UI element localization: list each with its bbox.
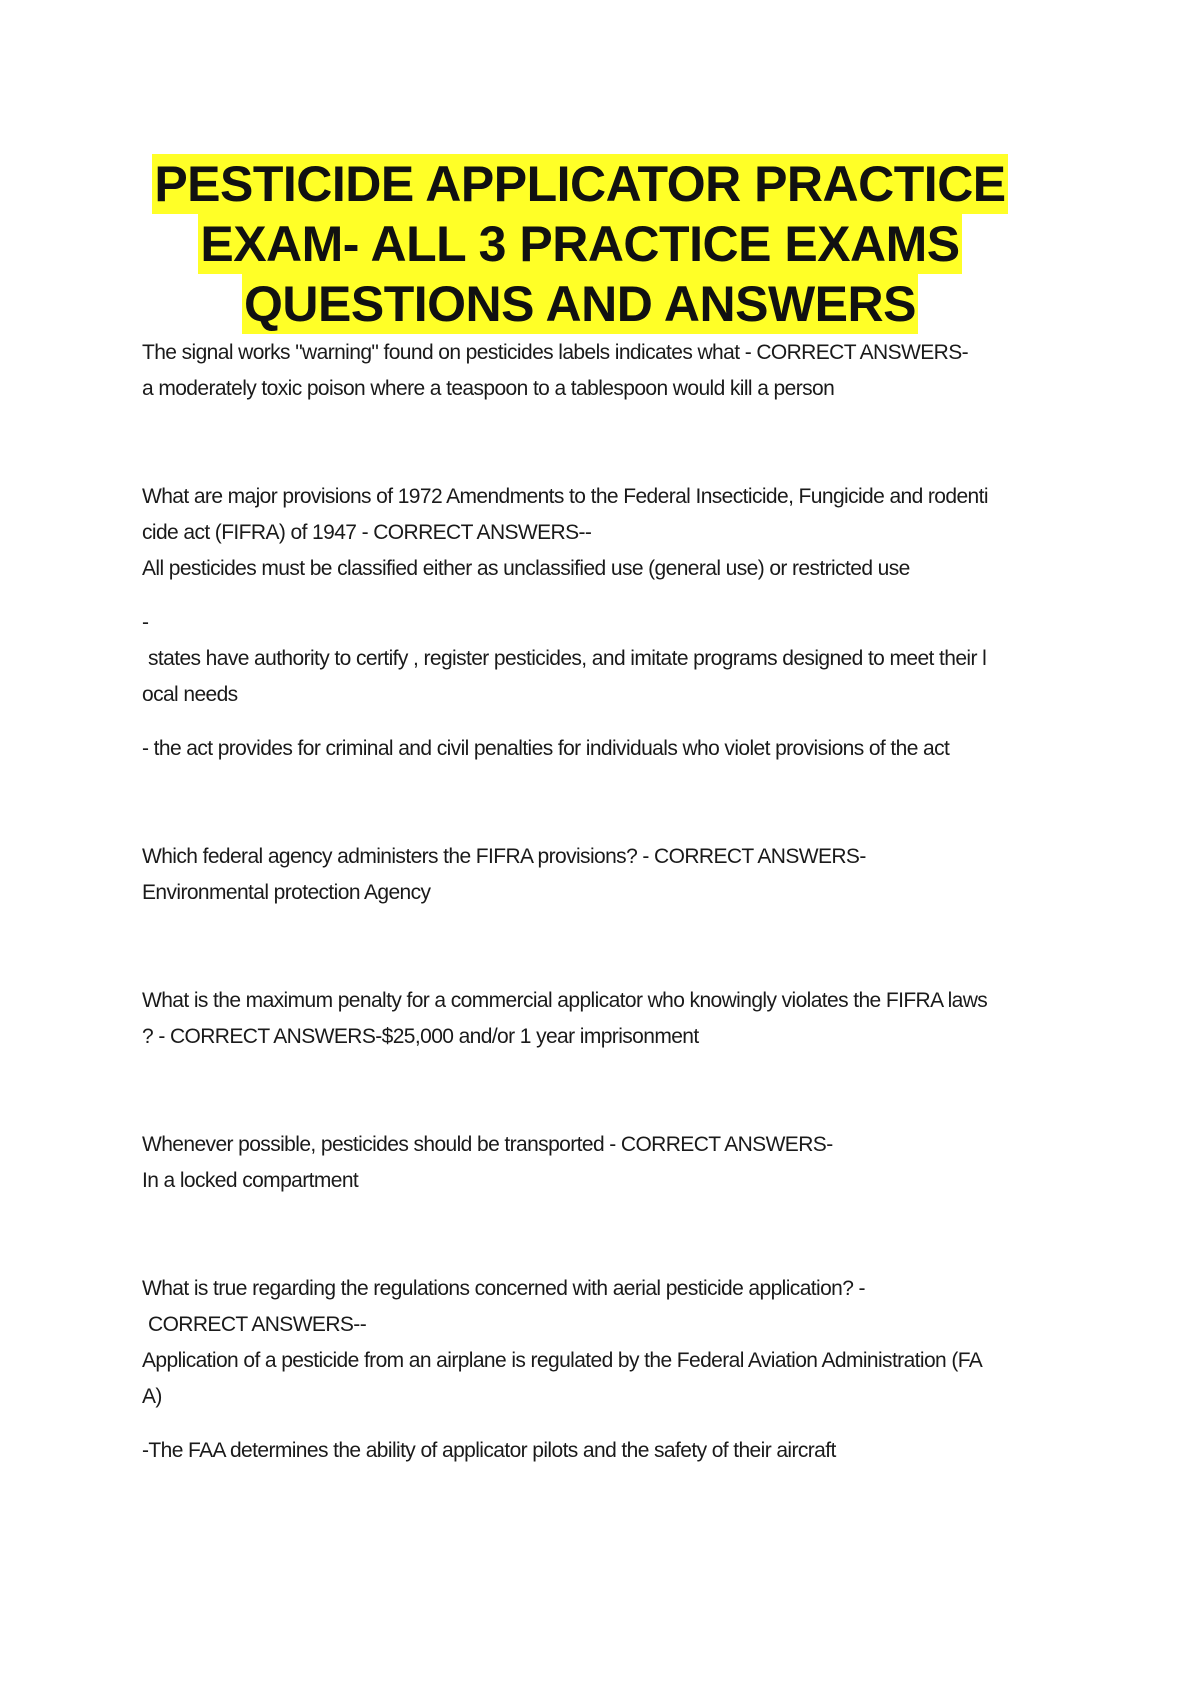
qa-item xyxy=(142,1271,1082,1469)
title-line-1: PESTICIDE APPLICATOR PRACTICE xyxy=(154,156,1006,212)
qa-bullet-line: ocal needs xyxy=(142,683,238,706)
qa-line: The signal works "warning" found on pesticides labels indicates what - CORRECT ANSWERS- xyxy=(142,341,969,364)
qa-dash: - xyxy=(142,611,149,634)
qa-line: Environmental protection Agency xyxy=(142,881,431,904)
qa-line: Application of a pesticide from an airplane is regulated by the Federal Aviation Administration (FA xyxy=(142,1349,983,1372)
qa-line: What is the maximum penalty for a commercial applicator who knowingly violates the FIFRA laws xyxy=(142,989,988,1012)
qa-line: A) xyxy=(142,1385,162,1408)
qa-line: What is true regarding the regulations concerned with aerial pesticide application? - xyxy=(142,1277,865,1300)
qa-line: ? - CORRECT ANSWERS-$25,000 and/or 1 year imprisonment xyxy=(142,1025,699,1048)
qa-line: cide act (FIFRA) of 1947 - CORRECT ANSWERS-- xyxy=(142,521,592,544)
qa-item xyxy=(142,335,1082,407)
title-line-3: QUESTIONS AND ANSWERS xyxy=(244,276,916,332)
qa-line: In a locked compartment xyxy=(142,1169,359,1192)
document-title xyxy=(140,154,1020,334)
title-line-2: EXAM- ALL 3 PRACTICE EXAMS xyxy=(200,216,960,272)
qa-item xyxy=(142,479,1082,767)
qa-item xyxy=(142,983,1082,1055)
qa-bullet-line: - the act provides for criminal and civil penalties for individuals who violet provisions of the act xyxy=(142,737,950,760)
qa-bullet-line: states have authority to certify , register pesticides, and imitate programs designed to meet their l xyxy=(148,647,987,670)
qa-item xyxy=(142,839,1082,911)
qa-item xyxy=(142,1127,1082,1199)
qa-line: Which federal agency administers the FIFRA provisions? - CORRECT ANSWERS- xyxy=(142,845,866,868)
qa-bullet-line: -The FAA determines the ability of applicator pilots and the safety of their aircraft xyxy=(142,1439,836,1462)
qa-line: CORRECT ANSWERS-- xyxy=(148,1313,367,1336)
qa-line: All pesticides must be classified either as unclassified use (general use) or restricted use xyxy=(142,557,910,580)
qa-line: Whenever possible, pesticides should be transported - CORRECT ANSWERS- xyxy=(142,1133,833,1156)
document-body xyxy=(142,335,1082,1469)
qa-line: What are major provisions of 1972 Amendments to the Federal Insecticide, Fungicide and rodenti xyxy=(142,485,988,508)
qa-line: a moderately toxic poison where a teaspoon to a tablespoon would kill a person xyxy=(142,377,835,400)
